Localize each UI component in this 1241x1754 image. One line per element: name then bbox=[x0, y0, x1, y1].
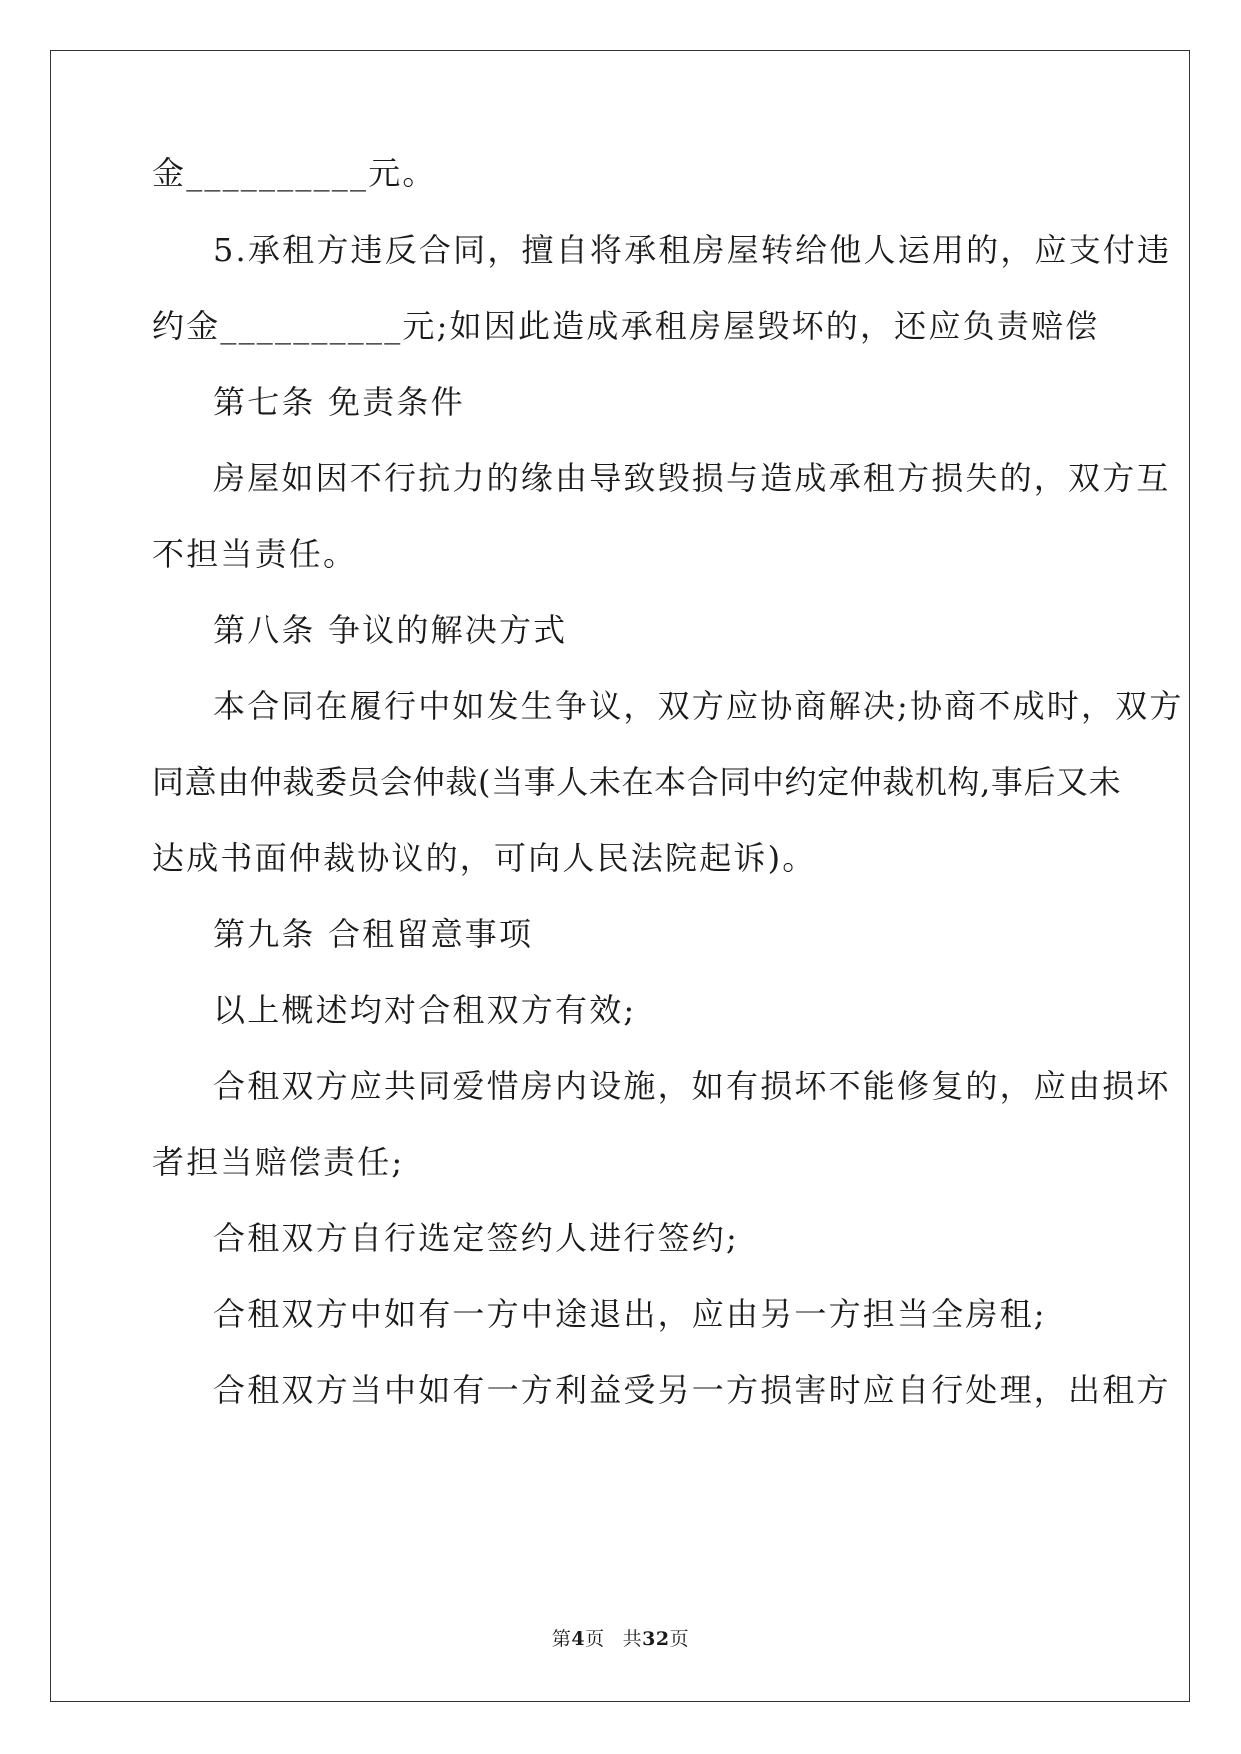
section-heading-9: 第九条 合租留意事项 bbox=[213, 915, 534, 953]
footer-page-suffix: 页 bbox=[585, 1628, 605, 1650]
footer-total-prefix: 共 bbox=[622, 1628, 643, 1650]
text-line-17: 合租双方当中如有一方利益受另一方损害时应自行处理，出租方 bbox=[213, 1371, 1171, 1409]
text-line-5: 房屋如因不行抗力的缘由导致毁损与造成承租方损失的，双方互 bbox=[213, 459, 1171, 497]
section-heading-8: 第八条 争议的解决方式 bbox=[213, 611, 568, 649]
footer-total-suffix: 页 bbox=[669, 1628, 690, 1650]
text-line-2: 5.承租方违反合同，擅自将承租房屋转给他人运用的，应支付违 bbox=[213, 231, 1172, 269]
page-footer bbox=[0, 1627, 1241, 1651]
text-line-3: 约金__________元;如因此造成承租房屋毁坏的，还应负责赔偿 bbox=[152, 307, 1100, 345]
text-line-14: 者担当赔偿责任; bbox=[152, 1143, 405, 1181]
footer-page-number: 4 bbox=[571, 1628, 586, 1650]
footer-total-pages: 32 bbox=[642, 1628, 670, 1650]
footer-page-prefix: 第 bbox=[551, 1628, 572, 1650]
text-line-10: 达成书面仲裁协议的，可向人民法院起诉)。 bbox=[152, 839, 817, 877]
text-line-6: 不担当责任。 bbox=[152, 535, 358, 573]
text-line-16: 合租双方中如有一方中途退出，应由另一方担当全房租; bbox=[213, 1295, 1047, 1333]
section-heading-7: 第七条 免责条件 bbox=[213, 383, 465, 421]
text-line-13: 合租双方应共同爱惜房内设施，如有损坏不能修复的，应由损坏 bbox=[213, 1067, 1171, 1105]
text-line-15: 合租双方自行选定签约人进行签约; bbox=[213, 1219, 739, 1257]
text-line-1: 金__________元。 bbox=[152, 154, 437, 192]
text-line-8: 本合同在履行中如发生争议，双方应协商解决;协商不成时，双方 bbox=[213, 687, 1184, 725]
text-line-9: 同意由仲裁委员会仲裁(当事人未在本合同中约定仲裁机构,事后又未 bbox=[152, 763, 1122, 801]
text-line-12: 以上概述均对合租双方有效; bbox=[213, 991, 637, 1029]
